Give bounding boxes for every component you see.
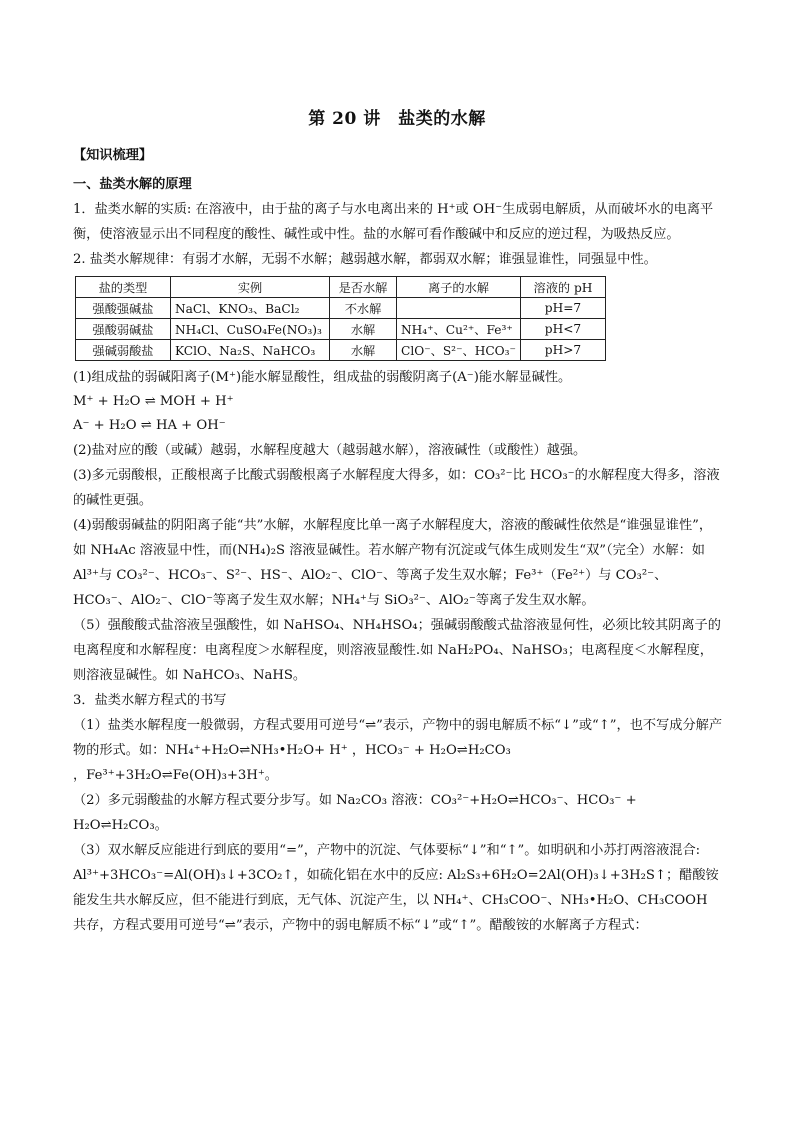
paragraph-writing-rule-1: （1）盐类水解程度一般微弱，方程式要用可逆号“⇌”表示，产物中的弱电解质不标“↓”或“↑”，也不写成分解产物的形式。如：NH₄⁺+H₂O⇌NH₃•H₂O+ H⁺ ，HCO₃⁻ + H₂O⇌H₂CO₃: [73, 718, 723, 758]
paragraph-point-4: (4)弱酸弱碱盐的阴阳离子能“共”水解，水解程度比单一离子水解程度大，溶液的酸碱性依然是“谁强显谁性”，如 NH₄Ac 溶液显中性，而(NH₄)₂S 溶液显碱性。若水解产物有沉淀或气体生成则发生“双”（完全）水解：如 Al³⁺与 CO₃²⁻、HCO₃⁻、S²⁻、HS⁻、AlO₂⁻、ClO⁻、等离子发生双水解；Fe³⁺（Fe²⁺）与 CO₃²⁻、HCO₃⁻、AlO₂⁻、ClO⁻等离子发生双水解；NH₄⁺与 SiO₃²⁻、AlO₂⁻等离子发生双水解。: [73, 518, 713, 608]
table-cell: pH=7: [520, 298, 605, 319]
table-cell: 水解: [330, 319, 397, 340]
table-cell: NH₄Cl、CuSO₄Fe(NO₃)₃: [171, 319, 330, 340]
paragraph-hydrolysis-rules: 2. 盐类水解规律：有弱才水解，无弱不水解；越弱越水解，都弱双水解；谁强显谁性，同强显中性。: [73, 252, 657, 267]
table-cell: NaCl、KNO₃、BaCl₂: [171, 298, 330, 319]
paragraph-point-1: (1)组成盐的弱碱阳离子(M⁺)能水解显酸性，组成盐的弱酸阴离子(A⁻)能水解显碱性。: [73, 370, 572, 385]
knowledge-heading: 【知识梳理】: [73, 148, 153, 163]
table-cell: 强碱弱酸盐: [76, 340, 171, 361]
paragraph-writing-rule-1-cont: ，Fe³⁺+3H₂O⇌Fe(OH)₃+3H⁺。: [73, 768, 278, 783]
paragraph-point-5: （5）强酸酸式盐溶液呈强酸性，如 NaHSO₄、NH₄HSO₄；强碱弱酸酸式盐溶液显何性，必须比较其阴离子的电离程度和水解程度：电离程度＞水解程度，则溶液显酸性.如 NaH₂PO₄、NaHSO₃；电离程度＜水解程度，则溶液显碱性。如 NaHCO₃、NaHS。: [73, 618, 721, 683]
paragraph-writing-rule-2: （2）多元弱酸盐的水解方程式要分步写。如 Na₂CO₃ 溶液：CO₃²⁻+H₂O⇌HCO₃⁻、HCO₃⁻ + H₂O⇌H₂CO₃。: [73, 793, 637, 833]
equation-anion-hydrolysis: A⁻ + H₂O ⇌ HA + OH⁻: [73, 418, 226, 433]
table-cell: pH>7: [520, 340, 605, 361]
paragraph-hydrolysis-essence: 1．盐类水解的实质: 在溶液中，由于盐的离子与水电离出来的 H⁺或 OH⁻生成弱电解质，从而破坏水的电离平衡，使溶液显示出不同程度的酸性、碱性或中性。盐的水解可看作酸碱中和反应的逆过程，为吸热反应。: [73, 202, 714, 242]
paragraph-point-3: (3)多元弱酸根，正酸根离子比酸式弱酸根离子水解程度大得多，如：CO₃²⁻比 HCO₃⁻的水解程度大得多，溶液的碱性更强。: [73, 468, 720, 508]
table-cell: 强酸弱碱盐: [76, 319, 171, 340]
table-cell: ClO⁻、S²⁻、HCO₃⁻: [397, 340, 521, 361]
equation-cation-hydrolysis: M⁺ + H₂O ⇌ MOH + H⁺: [73, 394, 234, 409]
table-cell: 强酸强碱盐: [76, 298, 171, 319]
table-row: [76, 319, 606, 340]
table-row: [76, 340, 606, 361]
table-cell: [397, 298, 521, 319]
salt-type-table: [75, 276, 606, 361]
table-header-cell: 实例: [171, 277, 330, 298]
table-header-cell: 溶液的 pH: [520, 277, 605, 298]
paragraph-writing-rule-3: （3）双水解反应能进行到底的要用“=”，产物中的沉淀、气体要标“↓”和“↑”。如明矾和小苏打两溶液混合: Al³⁺+3HCO₃⁻=Al(OH)₃↓+3CO₂↑，如硫化铝在水中的反应: Al₂S₃+6H₂O=2Al(OH)₃↓+3H₂S↑；醋酸铵能发生共水解反应，但不能进行到底，无气体、沉淀产生，以 NH₄⁺、CH₃COO⁻、NH₃•H₂O、CH₃COOH 共存，方程式要用可逆号“⇌”表示，产物中的弱电解质不标“↓”或“↑”。醋酸铵的水解离子方程式：: [73, 843, 719, 933]
table-cell: 不水解: [330, 298, 397, 319]
section-heading: 3．盐类水解方程式的书写: [73, 693, 227, 708]
table-header-cell: 盐的类型: [76, 277, 171, 298]
document-body: [73, 143, 723, 938]
table-cell: pH<7: [520, 319, 605, 340]
paragraph-point-2: (2)盐对应的酸（或碱）越弱，水解程度越大（越弱越水解），溶液碱性（或酸性）越强。: [73, 443, 587, 458]
table-row: [76, 298, 606, 319]
page-title: 第 20 讲 盐类的水解: [308, 109, 486, 129]
table-cell: NH₄⁺、Cu²⁺、Fe³⁺: [397, 319, 521, 340]
table-header-cell: 是否水解: [330, 277, 397, 298]
table-cell: 水解: [330, 340, 397, 361]
table-header-row: [76, 277, 606, 298]
section-heading: 一、盐类水解的原理: [73, 177, 192, 192]
table-header-cell: 离子的水解: [397, 277, 521, 298]
table-cell: KClO、Na₂S、NaHCO₃: [171, 340, 330, 361]
